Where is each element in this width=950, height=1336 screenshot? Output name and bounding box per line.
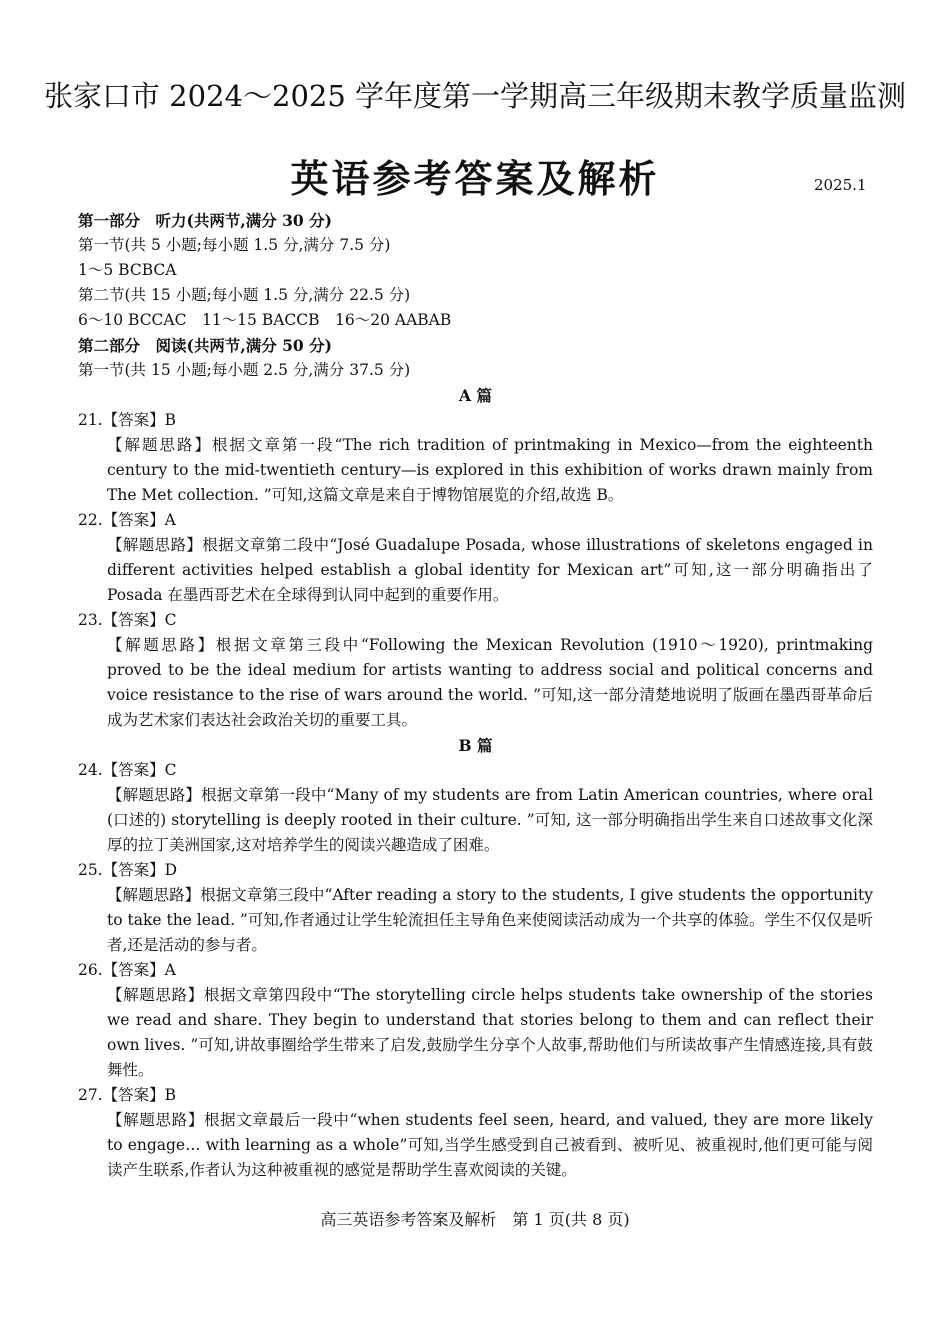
- question-23-analysis: 【解题思路】根据文章第三段中“Following the Mexican Revolution (1910～1920), printmaking proved to be the ideal medium for artists wanting to address social and political concerns and voice resistance to the rise of wars around the world. ”可知,这一部分清楚地说明了版画在墨西哥革命后成为艺术家们表达社会政治关切的重要工具。: [107, 636, 873, 729]
- passage-a-heading: A 篇: [459, 386, 492, 405]
- listening-section2-heading: 第二节(共 15 小题;每小题 1.5 分,满分 22.5 分): [78, 286, 411, 304]
- listening-section2-answers: 6～10 BCCAC 11～15 BACCB 16～20 AABAB: [78, 311, 452, 329]
- question-25-analysis: 【解题思路】根据文章第三段中“After reading a story to the students, I give students the opportunity to take the lead. ”可知,作者通过让学生轮流担任主导角色来使阅读活动成为一个共享的体验。学生不仅仅是听者,还是活动的参与者。: [107, 886, 873, 954]
- question-21-analysis: 【解题思路】根据文章第一段“The rich tradition of printmaking in Mexico—from the eighteenth century to the mid-twentieth century—is explored in this exhibition of works drawn mainly from The Met collection. ”可知,这篇文章是来自于博物馆展览的介绍,故选 B。: [107, 436, 873, 504]
- question-22-analysis: 【解题思路】根据文章第二段中“José Guadalupe Posada, whose illustrations of skeletons engaged in different activities helped establish a global identity for Mexican art”可知,这一部分明确指出了 Posada 在墨西哥艺术在全球得到认同中起到的重要作用。: [107, 536, 873, 604]
- question-25-answer: 25.【答案】D: [78, 861, 178, 879]
- listening-section1-answers: 1～5 BCBCA: [78, 261, 177, 279]
- reading-part-heading: 第二部分 阅读(共两节,满分 50 分): [78, 336, 332, 355]
- question-26-analysis: 【解题思路】根据文章第四段中“The storytelling circle helps students take ownership of the stories we read and share. They begin to understand that stories belong to them and can reflect their own lives. ”可知,讲故事圈给学生带来了启发,鼓励学生分享个人故事,帮助他们与所读故事产生情感连接,具有鼓舞性。: [107, 986, 873, 1079]
- reading-section1-heading: 第一节(共 15 小题;每小题 2.5 分,满分 37.5 分): [78, 361, 411, 379]
- question-23-answer: 23.【答案】C: [78, 611, 177, 629]
- document-title: 英语参考答案及解析: [290, 157, 660, 201]
- passage-b-heading: B 篇: [458, 736, 493, 755]
- question-27-analysis: 【解题思路】根据文章最后一段中“when students feel seen, heard, and valued, they are more likely to engage… with learning as a whole”可知,当学生感受到自己被看到、被听见、被重视时,他们更可能与阅读产生联系,作者认为这种被重视的感觉是帮助学生喜欢阅读的关键。: [107, 1111, 873, 1179]
- listening-part-heading: 第一部分 听力(共两节,满分 30 分): [78, 211, 332, 230]
- listening-section1-heading: 第一节(共 5 小题;每小题 1.5 分,满分 7.5 分): [78, 236, 391, 254]
- page-footer: 高三英语参考答案及解析 第 1 页(共 8 页): [320, 1210, 630, 1229]
- question-21-answer: 21.【答案】B: [78, 411, 177, 429]
- question-24-answer: 24.【答案】C: [78, 761, 177, 779]
- question-22-answer: 22.【答案】A: [78, 511, 176, 529]
- answer-content: [78, 208, 873, 1183]
- exam-title: 张家口市 2024～2025 学年度第一学期高三年级期末教学质量监测: [43, 79, 907, 113]
- question-26-answer: 26.【答案】A: [78, 961, 176, 979]
- document-date: 2025.1: [814, 176, 867, 194]
- question-24-analysis: 【解题思路】根据文章第一段中“Many of my students are from Latin American countries, where oral (口述的) storytelling is deeply rooted in their culture. ”可知, 这一部分明确指出学生来自口述故事文化深厚的拉丁美洲国家,这对培养学生的阅读兴趣造成了困难。: [107, 786, 873, 854]
- question-27-answer: 27.【答案】B: [78, 1086, 177, 1104]
